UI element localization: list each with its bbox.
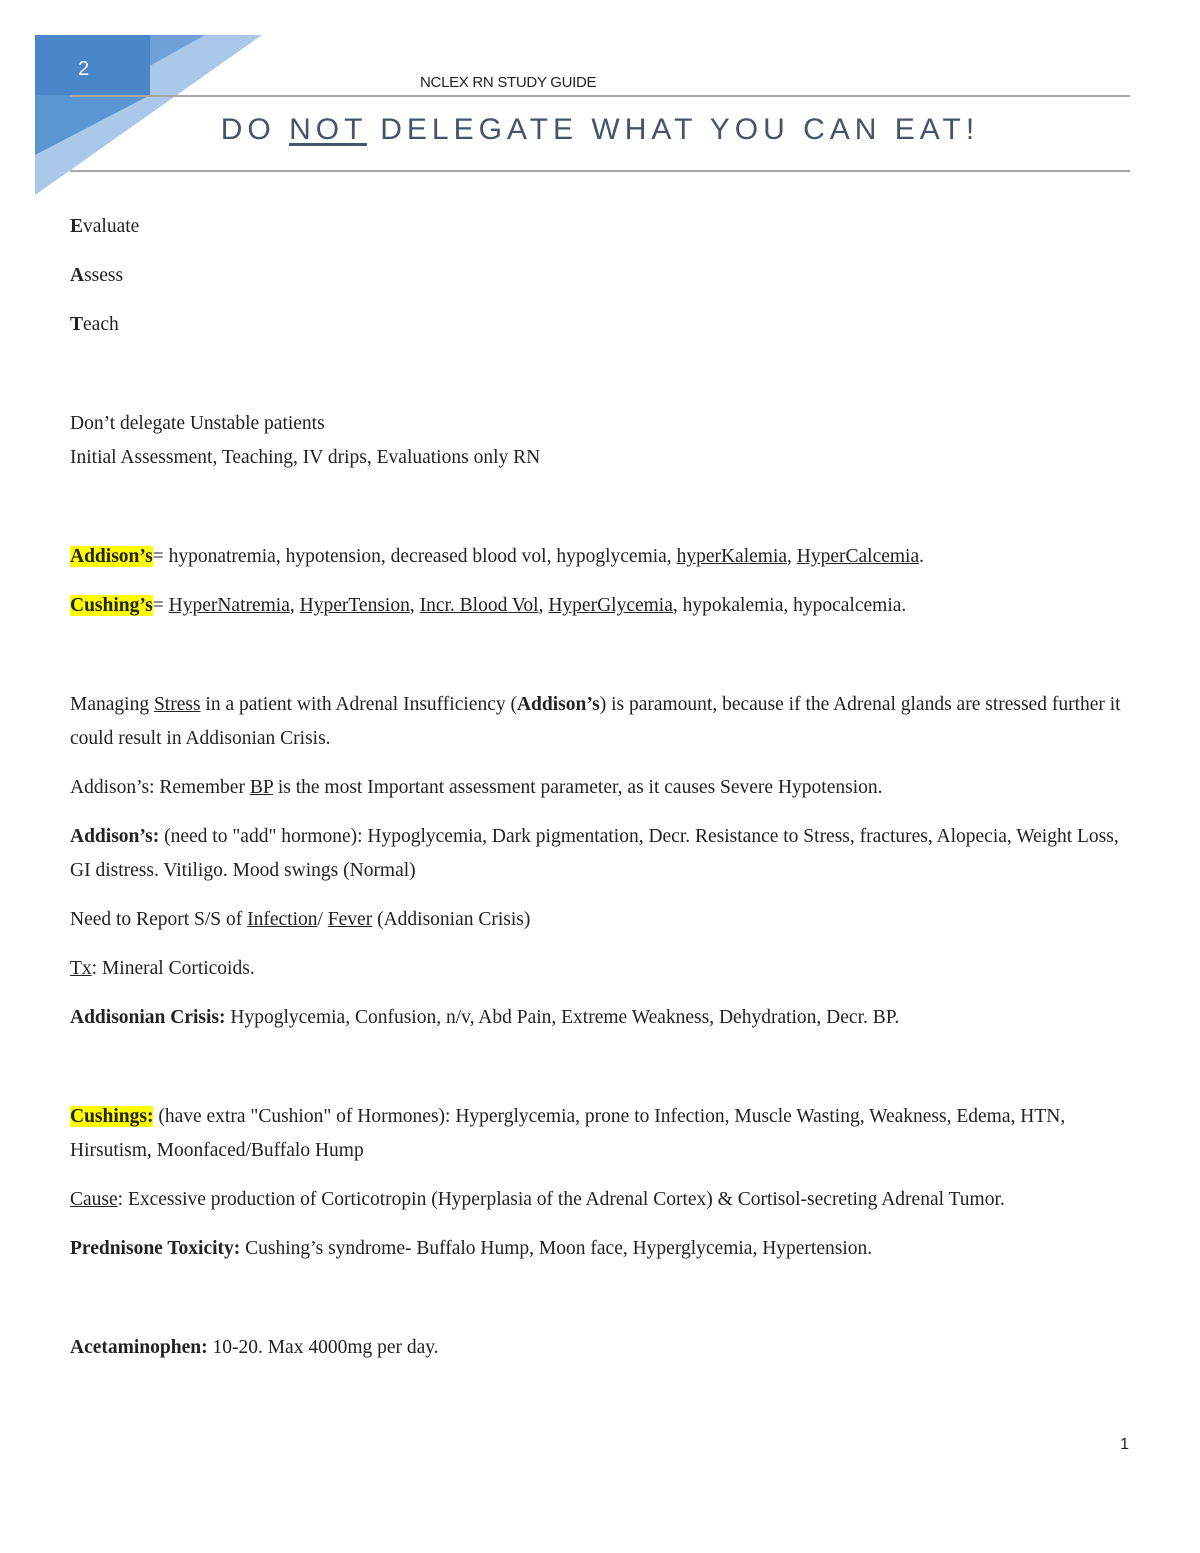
footer-page-number: 1 (1120, 1436, 1129, 1453)
addisons-summary: Addison’s= hyponatremia, hypotension, decreased blood vol, hypoglycemia, hyperKalemia, HyperCalcemia. (70, 546, 925, 567)
corner-dark-block (35, 35, 150, 95)
delegation-line-2: Initial Assessment, Teaching, IV drips, Evaluations only RN (70, 447, 541, 468)
eat-assess: Assess (70, 265, 124, 286)
delegation-line-1: Don’t delegate Unstable patients (70, 413, 325, 434)
addisonian-crisis: Addisonian Crisis: Hypoglycemia, Confusion, n/v, Abd Pain, Extreme Weakness, Dehydration, Decr. BP. (70, 1007, 900, 1028)
treatment-line: Tx: Mineral Corticoids. (70, 958, 255, 979)
acetaminophen-line: Acetaminophen: 10-20. Max 4000mg per day. (70, 1337, 439, 1358)
cushings-summary: Cushing’s= HyperNatremia, HyperTension, Incr. Blood Vol, HyperGlycemia, hypokalemia, hypocalcemia. (70, 595, 907, 616)
bp-paragraph: Addison’s: Remember BP is the most Important assessment parameter, as it causes Severe Hypotension. (70, 777, 883, 798)
cushings-detail: Cushings: (have extra "Cushion" of Hormones): Hyperglycemia, prone to Infection, Muscle Wasting, Weakness, Edema, HTN, Hirsutism, Moonfaced/Buffalo Hump (70, 1106, 1066, 1161)
report-paragraph: Need to Report S/S of Infection/ Fever (Addisonian Crisis) (70, 909, 531, 930)
stress-paragraph: Managing Stress in a patient with Adrenal Insufficiency (Addison’s) is paramount, because if the Adrenal glands are stressed further it could result in Addisonian Crisis. (70, 694, 1121, 749)
header-rule-bottom (70, 170, 1130, 172)
cause-paragraph: Cause: Excessive production of Corticotropin (Hyperplasia of the Adrenal Cortex) & Cortisol-secreting Adrenal Tumor. (70, 1189, 1005, 1210)
document-body (70, 210, 1130, 1365)
prednisone-toxicity: Prednisone Toxicity: Cushing’s syndrome- Buffalo Hump, Moon face, Hyperglycemia, Hypertension. (70, 1238, 873, 1259)
page-banner: DO NOT DELEGATE WHAT YOU CAN EAT! (220, 113, 980, 146)
addisons-detail: Addison’s: (need to "add" hormone): Hypoglycemia, Dark pigmentation, Decr. Resistance to Stress, fractures, Alopecia, Weight Loss, GI distress. Vitiligo. Mood swings (Normal) (70, 826, 1119, 881)
header-rule-top (70, 95, 1130, 97)
eat-evaluate: Evaluate (70, 216, 140, 237)
eat-teach: Teach (70, 314, 119, 335)
guide-title: NCLEX RN STUDY GUIDE (420, 74, 597, 91)
corner-page-number: 2 (78, 58, 90, 80)
